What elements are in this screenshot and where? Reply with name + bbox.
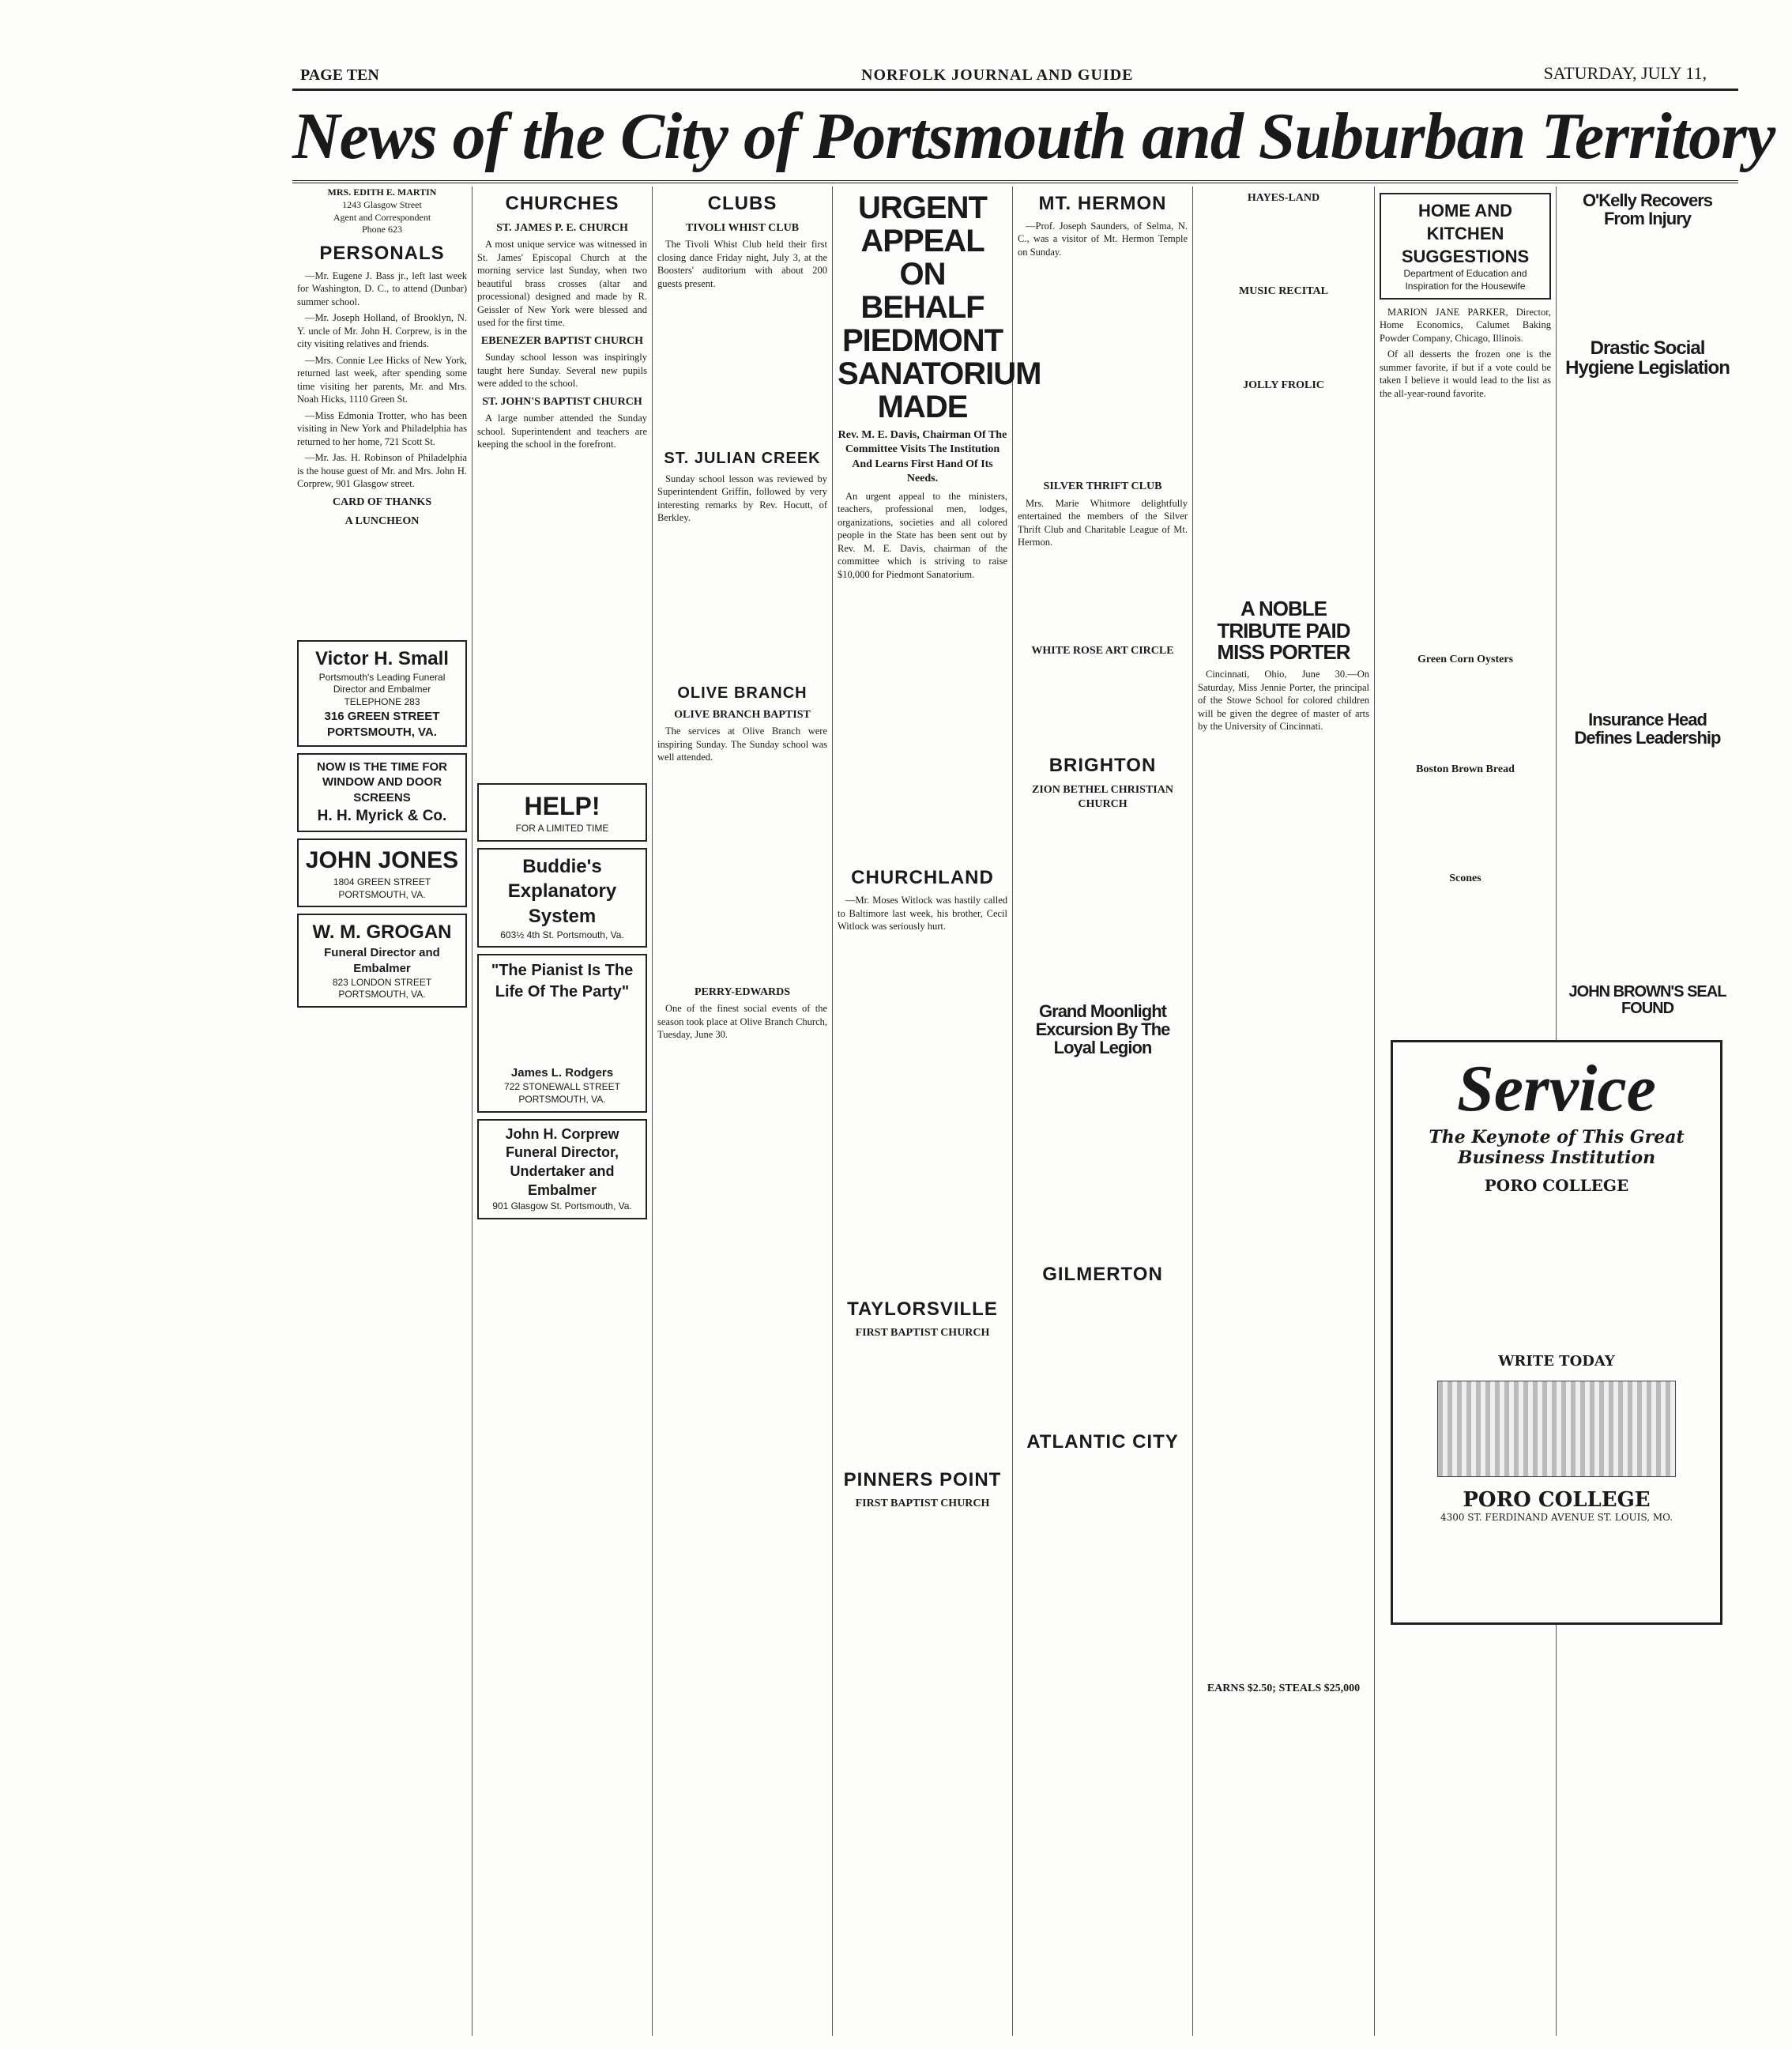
brown-seal-headline: JOHN BROWN'S SEAL FOUND (1568, 982, 1726, 1017)
music-recital-heading: MUSIC RECITAL (1239, 285, 1328, 298)
sanatorium-headline: URGENT APPEAL ON BEHALF PIEDMONT SANATORIUM MADE (838, 190, 1041, 424)
ad-screens-head: NOW IS THE TIME FOR WINDOW AND DOOR SCREENS (317, 759, 447, 805)
section-brighton: BRIGHTON (1048, 755, 1157, 777)
poro-name: PORO COLLEGE (1484, 1176, 1629, 1195)
jolly-frolic-heading: JOLLY FROLIC (1243, 379, 1324, 391)
poro-building-image (1437, 1381, 1676, 1477)
section-taylorsville: TAYLORSVILLE (847, 1298, 998, 1320)
ad-rodgers-name: James L. Rodgers (510, 1066, 614, 1080)
club-heading: TIVOLI WHIST CLUB (685, 221, 800, 234)
personal-item: —Mrs. Connie Lee Hicks of New York, returned last week, after spending some time visiting her parents, Mr. and Mrs. Noah Hicks, 1110 Green St. (297, 354, 467, 405)
recipe-oysters: Green Corn Oysters (1417, 654, 1514, 666)
editor-line: MARION JANE PARKER, Director, Home Economics, Calumet Baking Powder Company, Chicago, Illinois. (1380, 306, 1551, 344)
white-rose-heading: WHITE ROSE ART CIRCLE (1031, 644, 1174, 657)
ad-corprew-name: John H. Corprew Funeral Director, Undertaker and Embalmer (505, 1125, 619, 1198)
ad-victor-small (297, 640, 467, 747)
poro-address: 4300 ST. FERDINAND AVENUE ST. LOUIS, MO. (1440, 1512, 1673, 1523)
excursion-headline: Grand Moonlight Excursion By The Loyal Legion (1035, 1001, 1170, 1057)
sanatorium-subhead: Rev. M. E. Davis, Chairman Of The Committee Visits The Institution And Learns First Hand Of Its Needs. (838, 429, 1007, 485)
creek-text: Sunday school lesson was reviewed by Superintendent Griffin, followed by very interesting remarks by Rev. Hocutt, of Berkley. (657, 473, 827, 524)
card-of-thanks-title: CARD OF THANKS (332, 496, 432, 508)
section-clubs: CLUBS (707, 193, 777, 214)
brighton-subhead: ZION BETHEL CHRISTIAN CHURCH (1032, 783, 1173, 811)
sanatorium-text: An urgent appeal to the ministers, teachers, professional men, lodges, organizations, societies and all colored people in the State has been sent out by Rev. M. E. Davis, chairman of the committee which is striving to raise $10,000 for Piedmont Sanatorium. (838, 490, 1007, 580)
ad-grogan-name: W. M. GROGAN (312, 921, 452, 944)
ad-grogan-desc: Funeral Director and Embalmer (324, 946, 440, 975)
section-mt-hermon: MT. HERMON (1038, 193, 1167, 214)
hayes-land-heading: HAYES-LAND (1247, 192, 1320, 204)
insurance-headline: Insurance Head Defines Leadership (1574, 709, 1721, 748)
ad-small-desc: Portsmouth's Leading Funeral Director and Embalmer (318, 671, 446, 695)
section-churches: CHURCHES (505, 193, 619, 214)
tribute-text: Cincinnati, Ohio, June 30.—On Saturday, Miss Jennie Porter, the principal of the Stowe School for colored children will be given the degree of master of arts by the University of Cincinnati. (1198, 669, 1369, 733)
paper-name: NORFOLK JOURNAL AND GUIDE (861, 66, 1134, 84)
home-kitchen-title: HOME AND KITCHEN SUGGESTIONS (1401, 201, 1530, 267)
church-heading: ST. JOHN'S BAPTIST CHURCH (482, 395, 642, 408)
recipe-bread: Boston Brown Bread (1416, 763, 1515, 775)
correspondent-address: 1243 Glasgow Street (342, 198, 422, 210)
church-heading: ST. JAMES P. E. CHURCH (496, 221, 628, 234)
church-text: A most unique service was witnessed in St. James' Episcopal Church at the morning service last Sunday, when two beautiful brass crosses (altar and processional) designed and made by R. Geissler of New York were blessed and used for the first time. (477, 239, 647, 329)
church-text: Sunday school lesson was inspiringly taught here Sunday. Several new pupils were added to the school. (477, 352, 647, 390)
ad-small-phone: TELEPHONE 283 (344, 696, 420, 708)
section-olive-branch: OLIVE BRANCH (677, 684, 808, 702)
ad-buddie-address: 603½ 4th St. Portsmouth, Va. (500, 929, 624, 940)
personal-item: —Mr. Jas. H. Robinson of Philadelphia is the house guest of Mr. and Mrs. John H. Corprew, 901 Glasgow street. (297, 452, 467, 490)
column-1 (292, 187, 472, 2036)
masthead-bar (292, 62, 1738, 91)
ad-rodgers (477, 954, 647, 1112)
personal-item: —Mr. Joseph Holland, of Brooklyn, N. Y. uncle of Mr. John H. Corprew, is in the city visiting relatives and friends. (297, 312, 467, 350)
correspondent-phone: Phone 623 (362, 224, 402, 236)
silver-thrift-heading: SILVER THRIFT CLUB (1043, 480, 1162, 493)
ad-corprew (477, 1119, 647, 1219)
ad-jones-address: 1804 GREEN STREET PORTSMOUTH, VA. (333, 876, 431, 900)
wedding-heading: PERRY-EDWARDS (694, 985, 791, 998)
newspaper-page (292, 62, 1775, 2037)
hygiene-headline: Drastic Social Hygiene Legislation (1565, 337, 1730, 379)
ad-john-jones (297, 838, 467, 907)
correspondent-block (297, 187, 467, 236)
personal-item: —Miss Edmonia Trotter, who has been visiting in New York and Philadelphia has returned to her home, 721 Scott St. (297, 409, 467, 447)
tribute-headline: A NOBLE TRIBUTE PAID MISS PORTER (1217, 597, 1350, 664)
column-3 (653, 187, 833, 2036)
ad-grogan (297, 914, 467, 1008)
column-5 (1013, 187, 1193, 2036)
okelly-headline: O'Kelly Recovers From Injury (1582, 190, 1713, 229)
pinners-subhead: FIRST BAPTIST CHURCH (855, 1498, 990, 1510)
section-st-julian: ST. JULIAN CREEK (664, 450, 821, 468)
wedding-text: One of the finest social events of the season took place at Olive Branch Church, Tuesday, June 30. (657, 1003, 827, 1041)
recipe-scones: Scones (1449, 872, 1481, 885)
ad-small-name: Victor H. Small (315, 647, 449, 669)
poro-service-title: Service (1457, 1052, 1656, 1125)
page-banner: News of the City of Portsmouth and Suburban Territory (292, 93, 1738, 183)
column-6 (1193, 187, 1375, 2036)
church-text: A large number attended the Sunday school. Superintendent and teachers are keeping the school in the forefront. (477, 413, 647, 450)
page-label: PAGE TEN (300, 66, 379, 84)
poro-college-ad (1391, 1040, 1722, 1625)
section-personals: PERSONALS (319, 243, 445, 265)
ad-small-address: 316 GREEN STREET PORTSMOUTH, VA. (324, 710, 440, 739)
taylorsville-subhead: FIRST BAPTIST CHURCH (855, 1327, 990, 1340)
mt-hermon-text: —Prof. Joseph Saunders, of Selma, N. C., was a visitor of Mt. Hermon Temple on Sunday. (1018, 220, 1188, 258)
poro-keynote: The Keynote of This Great Business Institution (1429, 1127, 1685, 1168)
ad-jones-name: JOHN JONES (305, 847, 459, 874)
olive-text: The services at Olive Branch were inspiring Sunday. The Sunday school was well attended. (657, 725, 827, 763)
luncheon-title: A LUNCHEON (344, 515, 420, 528)
column-4 (833, 187, 1041, 2036)
section-gilmerton: GILMERTON (1042, 1264, 1163, 1285)
ad-buddie-head: Buddie's Explanatory System (507, 855, 617, 927)
issue-date: SATURDAY, JULY 11, (1543, 63, 1707, 83)
ad-screens (297, 753, 467, 832)
section-atlantic-city: ATLANTIC CITY (1026, 1430, 1179, 1453)
home-kitchen-box (1380, 193, 1551, 300)
ad-pianist-head: "The Pianist Is The Life Of The Party" (491, 962, 634, 1001)
ad-corprew-address: 901 Glasgow St. Portsmouth, Va. (492, 1200, 632, 1212)
kitchen-text: Of all desserts the frozen one is the summer favorite, if but if a vote could be taken I believe it would lead to the list as the all-year-round favorite. (1380, 349, 1551, 399)
ad-rodgers-address: 722 STONEWALL STREET PORTSMOUTH, VA. (504, 1081, 620, 1105)
section-churchland: CHURCHLAND (851, 867, 994, 889)
churchland-text: —Mr. Moses Witlock was hastily called to Baltimore last week, his brother, Cecil Witlock was seriously hurt. (838, 895, 1007, 933)
olive-subhead: OLIVE BRANCH BAPTIST (674, 708, 811, 721)
earns-heading: EARNS $2.50; STEALS $25,000 (1207, 1682, 1361, 1694)
column-2 (472, 187, 653, 2036)
poro-write: WRITE TODAY (1498, 1353, 1615, 1370)
section-pinners-point: PINNERS POINT (843, 1468, 1002, 1490)
club-text: The Tivoli Whist Club held their first closing dance Friday night, July 3, at the Boosters' auditorium with about 200 guests present. (657, 239, 827, 289)
correspondent-name: MRS. EDITH E. MARTIN (327, 187, 437, 198)
ad-help-head: HELP! (524, 791, 600, 820)
church-heading: EBENEZER BAPTIST CHURCH (480, 334, 644, 347)
correspondent-role: Agent and Correspondent (333, 211, 431, 223)
ad-buddie (477, 848, 647, 948)
ad-help (477, 783, 647, 842)
ad-grogan-address: 823 LONDON STREET PORTSMOUTH, VA. (332, 976, 432, 1001)
columns (292, 187, 1738, 2036)
ad-help-sub: FOR A LIMITED TIME (515, 822, 609, 834)
home-kitchen-sub: Department of Education and Inspiration for the Housewife (1403, 268, 1527, 292)
personal-item: —Mr. Eugene J. Bass jr., left last week for Washington, D. C., to attend (Dunbar) summer school. (297, 269, 467, 307)
ad-screens-firm: H. H. Myrick & Co. (317, 808, 447, 825)
silver-thrift-text: Mrs. Marie Whitmore delightfully entertained the members of the Silver Thrift Club and Charitable League of Mt. Hermon. (1018, 497, 1188, 548)
poro-name-bottom: PORO COLLEGE (1463, 1488, 1651, 1512)
